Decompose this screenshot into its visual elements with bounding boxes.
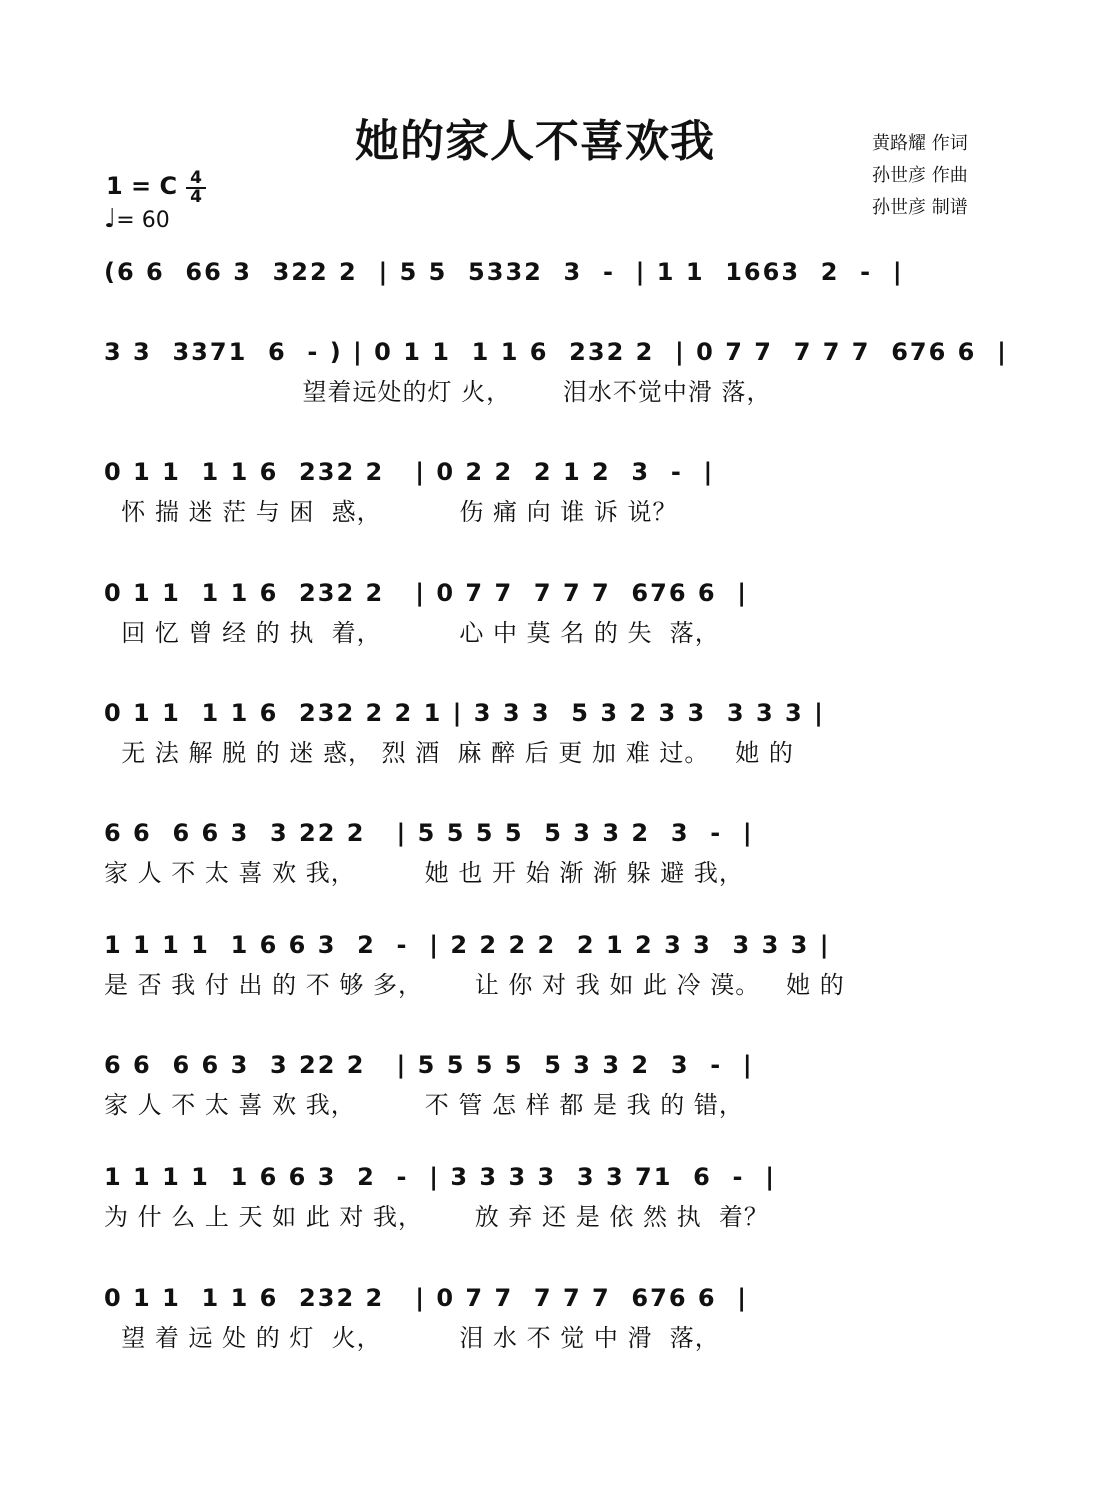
lyrics-row: 家 人 不 太 喜 欢 我， 她 也 开 始 渐 渐 躲 避 我， [104, 859, 744, 887]
lyricist-credit: 黄路耀 作词 [872, 133, 968, 154]
score-system-2 [104, 332, 1008, 412]
lyrics-row: 回 忆 曾 经 的 执 着， 心 中 莫 名 的 失 落， [104, 619, 720, 647]
notation-row: 6 6 6 6 3 3 22 2 | 5 5 5 5 5 3 3 2 3 - | [104, 1051, 754, 1079]
composer-credit: 孙世彦 作曲 [872, 165, 968, 186]
notation-row: 0 1 1 1 1 6 232 2 | 0 7 7 7 7 7 676 6 | [104, 579, 749, 607]
notation-row: 6 6 6 6 3 3 22 2 | 5 5 5 5 5 3 3 2 3 - | [104, 819, 754, 847]
notation-row: 0 1 1 1 1 6 232 2 | 0 7 7 7 7 7 676 6 | [104, 1284, 749, 1312]
notation-credit: 孙世彦 制谱 [872, 197, 968, 218]
lyrics-row: 为 什 么 上 天 如 此 对 我， 放 弃 还 是 依 然 执 着？ [104, 1203, 769, 1231]
score-system-4 [104, 573, 1004, 653]
lyrics-row: 望 着 远 处 的 灯 火， 泪 水 不 觉 中 滑 落， [104, 1324, 720, 1352]
time-signature [186, 170, 206, 206]
notation-row: (6 6 66 3 322 2 | 5 5 5332 3 - | 1 1 1663 2 - | [104, 258, 904, 286]
score-system-5 [104, 693, 1004, 773]
lyrics-row: 无 法 解 脱 的 迷 惑， 烈 酒 麻 醉 后 更 加 难 过。 她 的 [104, 739, 794, 767]
key-signature: 1 = C [106, 172, 178, 200]
notation-row: 3 3 3371 6 - ) | 0 1 1 1 1 6 232 2 | 0 7 7 7 7 7 676 6 | [104, 338, 1008, 366]
time-signature-top: 4 [190, 168, 202, 188]
lyrics-row: 家 人 不 太 喜 欢 我， 不 管 怎 样 都 是 我 的 错， [104, 1091, 744, 1119]
score-system-9 [104, 1157, 1004, 1237]
notation-row: 1 1 1 1 1 6 6 3 2 - | 2 2 2 2 2 1 2 3 3 3 3 3 | [104, 931, 831, 959]
credits [872, 130, 968, 226]
score-system-10 [104, 1278, 1004, 1358]
tempo-value: = 60 [116, 208, 170, 233]
song-title: 她的家人不喜欢我 [355, 116, 715, 167]
notation-row: 1 1 1 1 1 6 6 3 2 - | 3 3 3 3 3 3 71 6 - | [104, 1163, 776, 1191]
tempo-marking [104, 204, 170, 234]
quarter-note-icon: ♩ [104, 204, 117, 234]
lyrics-row: 望着远处的灯 火， 泪水不觉中滑 落， [104, 378, 772, 406]
notation-row: 0 1 1 1 1 6 232 2 | 0 2 2 2 1 2 3 - | [104, 458, 715, 486]
lyrics-row: 是 否 我 付 出 的 不 够 多， 让 你 对 我 如 此 冷 漠。 她 的 [104, 971, 845, 999]
score-system-1 [104, 252, 1004, 332]
score-system-6 [104, 813, 1004, 893]
score-system-8 [104, 1045, 1004, 1125]
notation-row: 0 1 1 1 1 6 232 2 2 1 | 3 3 3 5 3 2 3 3 3 3 3 | [104, 699, 825, 727]
lyrics-row [104, 292, 1004, 332]
lyrics-row: 怀 揣 迷 茫 与 困 惑， 伤 痛 向 谁 诉 说？ [104, 498, 678, 526]
time-signature-bottom: 4 [190, 187, 202, 207]
score-system-7 [104, 925, 1004, 1005]
score-system-3 [104, 452, 1004, 532]
